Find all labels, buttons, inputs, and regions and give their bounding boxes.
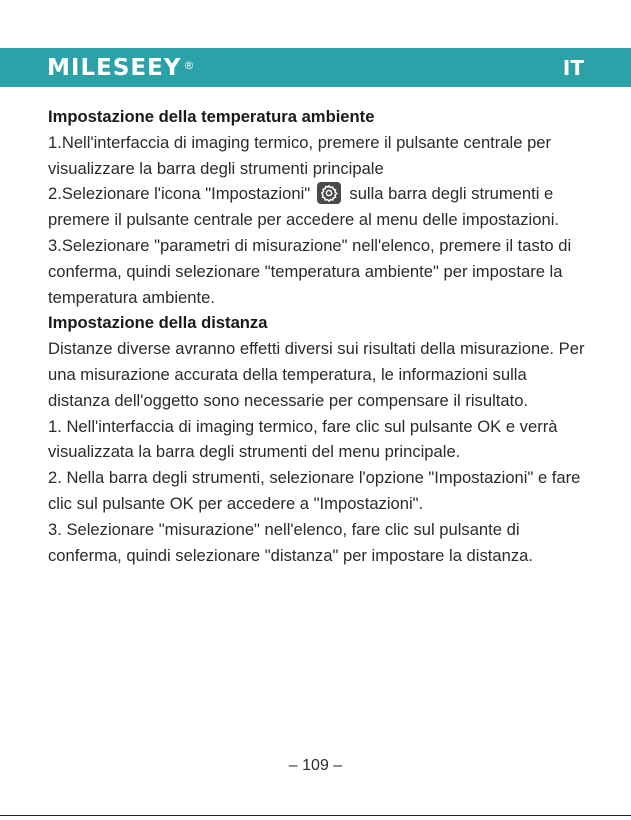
ambient-step-2-before: 2.Selezionare l'icona "Impostazioni" — [48, 184, 311, 204]
gear-icon — [317, 182, 341, 204]
section-title-distance: Impostazione della distanza — [48, 313, 268, 333]
ambient-step-2-after: sulla barra degli strumenti e premere il pulsante centrale per accedere al menu delle impostazioni. — [48, 184, 559, 230]
header-bar — [0, 48, 631, 87]
language-code: IT — [562, 56, 584, 80]
bottom-divider — [0, 815, 631, 816]
brand-name: MILESEEY — [47, 55, 182, 81]
brand-logo — [47, 54, 195, 82]
distance-step-2: 2. Nella barra degli strumenti, selezionare l'opzione "Impostazioni" e fare clic sul pulsante OK per accedere a "Impostazioni". — [48, 468, 581, 513]
distance-step-3: 3. Selezionare "misurazione" nell'elenco, fare clic sul pulsante di conferma, quindi selezionare "distanza" per impostare la distanza. — [48, 519, 533, 565]
page-number: – 109 – — [288, 757, 343, 774]
page-content — [48, 104, 593, 568]
registered-mark: ® — [183, 59, 196, 72]
distance-step-1: 1. Nell'interfaccia di imaging termico, fare clic sul pulsante OK e verrà visualizzata la barra degli strumenti del menu principale. — [48, 416, 558, 462]
distance-intro: Distanze diverse avranno effetti diversi sui risultati della misurazione. Per una misurazione accurata della temperatura, le informazioni sulla distanza dell'oggetto sono necessarie per compensare il risultato. — [48, 339, 585, 410]
section-title-ambient-temperature: Impostazione della temperatura ambiente — [48, 107, 375, 126]
ambient-step-2 — [48, 181, 593, 233]
ambient-step-1: 1.Nell'interfaccia di imaging termico, premere il pulsante centrale per visualizzare la barra degli strumenti principale — [48, 132, 552, 178]
ambient-step-3: 3.Selezionare "parametri di misurazione" nell'elenco, premere il tasto di conferma, quindi selezionare "temperatura ambiente" per impostare la temperatura ambiente. — [48, 235, 572, 307]
